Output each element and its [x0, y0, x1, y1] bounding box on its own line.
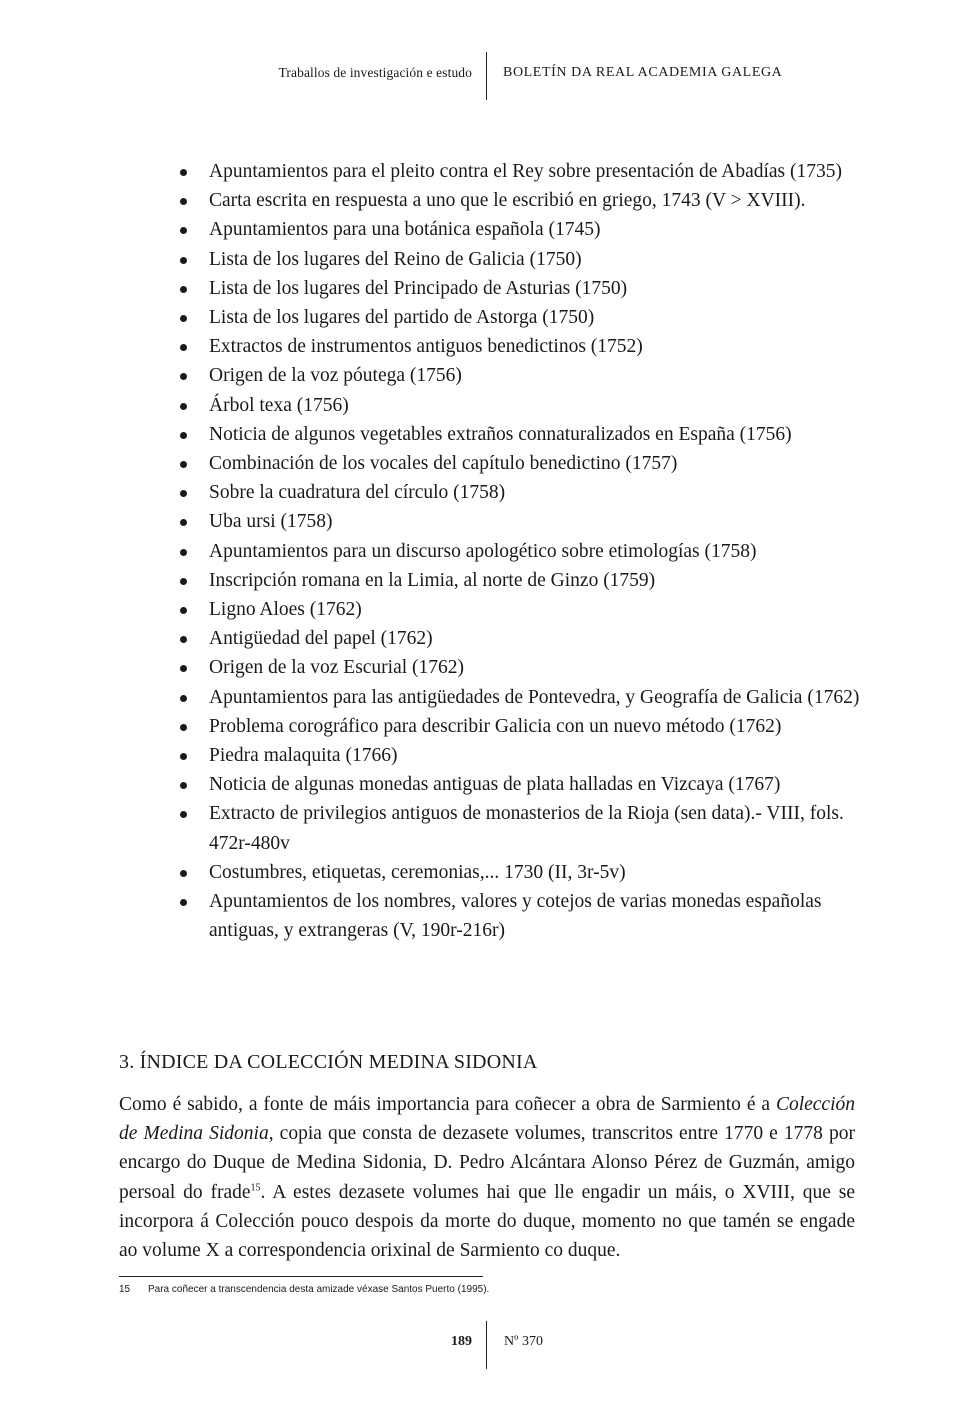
- page-number: 189: [451, 1334, 472, 1349]
- bullet-icon: [180, 811, 187, 818]
- list-item-text: Antigüedad del papel (1762): [209, 628, 433, 650]
- header-journal-title: BOLETÍN DA REAL ACADEMIA GALEGA: [503, 65, 783, 80]
- list-item-text: Ligno Aloes (1762): [209, 599, 362, 621]
- body-paragraph: [119, 1090, 855, 1265]
- list-item-text: Lista de los lugares del Reino de Galicia (1750): [209, 248, 582, 270]
- list-item-text: Sobre la cuadratura del círculo (1758): [209, 482, 506, 504]
- list-item: [178, 361, 868, 390]
- list-item: [178, 653, 868, 682]
- bullet-icon: [180, 782, 187, 789]
- list-item: [178, 595, 868, 624]
- list-item-text: Extractos de instrumentos antiguos benedictinos (1752): [209, 336, 643, 358]
- list-item: [178, 215, 868, 244]
- list-item-text: Origen de la voz Escurial (1762): [209, 657, 465, 679]
- list-item: [178, 741, 868, 770]
- bullet-icon: [180, 169, 187, 176]
- list-item: [178, 537, 868, 566]
- list-item-text: Costumbres, etiquetas, ceremonias,... 1730 (II, 3r-5v): [209, 861, 626, 883]
- list-item-text: Inscripción romana en la Limia, al norte de Ginzo (1759): [209, 569, 656, 591]
- list-item-text: Lista de los lugares del partido de Astorga (1750): [209, 307, 595, 329]
- list-item-text: Árbol texa (1756): [209, 394, 349, 416]
- footnote-text: Para coñecer a transcendencia desta amizade véxase Santos Puerto (1995).: [148, 1284, 490, 1295]
- bullet-icon: [180, 636, 187, 643]
- bullet-icon: [180, 461, 187, 468]
- list-item-text: Combinación de los vocales del capítulo benedictino (1757): [209, 453, 678, 475]
- list-item: [178, 391, 868, 420]
- list-item: [178, 332, 868, 361]
- list-item: [178, 420, 868, 449]
- bullet-icon: [180, 578, 187, 585]
- list-item: [178, 245, 868, 274]
- list-item-text: Apuntamientos para las antigüedades de Pontevedra, y Geografía de Galicia (1762): [209, 686, 860, 708]
- bullet-icon: [180, 870, 187, 877]
- list-item-text: Extracto de privilegios antiguos de monasterios de la Rioja (sen data).- VIII, fols. 472r-480v: [209, 803, 844, 854]
- list-item: [178, 770, 868, 799]
- list-item-text: Lista de los lugares del Principado de Asturias (1750): [209, 277, 628, 299]
- bullet-icon: [180, 695, 187, 702]
- bullet-icon: [180, 344, 187, 351]
- bullet-icon: [180, 607, 187, 614]
- list-item: [178, 274, 868, 303]
- list-item-text: Carta escrita en respuesta a uno que le escribió en griego, 1743 (V > XVIII).: [209, 190, 806, 212]
- list-item: [178, 478, 868, 507]
- list-item: [178, 858, 868, 887]
- bullet-icon: [180, 753, 187, 760]
- paragraph-italic-title: Colección de Medina Sidonia: [119, 1094, 855, 1145]
- footer-divider: [486, 1321, 487, 1369]
- bullet-icon: [180, 403, 187, 410]
- footnote-number: 15: [119, 1284, 131, 1295]
- bullet-icon: [180, 315, 187, 322]
- paragraph-text-1: Como é sabido, a fonte de máis importancia para coñecer a obra de Sarmiento é a: [119, 1094, 776, 1115]
- list-item: [178, 624, 868, 653]
- header-section-title: Traballos de investigación e estudo: [278, 65, 472, 80]
- bullet-icon: [180, 257, 187, 264]
- list-item-text: Apuntamientos para una botánica española (1745): [209, 219, 601, 241]
- page-footer: [0, 1321, 975, 1369]
- paragraph-text-2: , copia que consta de dezasete volumes, transcritos entre 1770 e 1778 por encargo do Duque de Medina Sidonia, D. Pedro Alcántara Alonso Pérez de Guzmán, amigo persoal do frade: [119, 1123, 855, 1203]
- list-item: [178, 507, 868, 536]
- list-item: [178, 887, 868, 945]
- section-heading: 3. ÍNDICE DA COLECCIÓN MEDINA SIDONIA: [119, 1051, 538, 1073]
- list-item-text: Origen de la voz póutega (1756): [209, 365, 462, 387]
- bullet-icon: [180, 227, 187, 234]
- bullet-icon: [180, 490, 187, 497]
- paragraph-text-3: . A estes dezasete volumes hai que lle engadir un máis, o XVIII, que se incorpora á Colección pouco despois da morte do duque, momento no que tamén se engade ao volume X a correspondencia orixinal de Sarmiento co duque.: [119, 1181, 855, 1262]
- footnote-reference[interactable]: 15: [250, 1182, 261, 1194]
- list-item-text: Noticia de algunas monedas antiguas de plata halladas en Vizcaya (1767): [209, 774, 781, 796]
- list-item-text: Problema corográfico para describir Galicia con un nuevo método (1762): [209, 715, 782, 737]
- list-item: [178, 799, 868, 857]
- footnote: [119, 1284, 489, 1295]
- bullet-icon: [180, 724, 187, 731]
- bullet-icon: [180, 432, 187, 439]
- list-item-text: Apuntamientos de los nombres, valores y cotejos de varias monedas españolas antiguas, y extrangeras (V, 190r-216r): [209, 891, 822, 942]
- bullet-icon: [180, 198, 187, 205]
- footnote-rule: [119, 1276, 483, 1277]
- list-item-text: Uba ursi (1758): [209, 511, 333, 533]
- bullet-icon: [180, 373, 187, 380]
- bullet-icon: [180, 549, 187, 556]
- list-item: [178, 566, 868, 595]
- list-item: [178, 303, 868, 332]
- issue-number: Nº 370: [504, 1334, 543, 1349]
- list-item: [178, 449, 868, 478]
- list-item: [178, 683, 868, 712]
- list-item-text: Apuntamientos para el pleito contra el Rey sobre presentación de Abadías (1735): [209, 161, 843, 182]
- list-item-text: Noticia de algunos vegetables extraños connaturalizados en España (1756): [209, 423, 792, 445]
- list-item-text: Piedra malaquita (1766): [209, 745, 398, 767]
- list-item: [178, 157, 868, 186]
- bullet-icon: [180, 665, 187, 672]
- list-item: [178, 712, 868, 741]
- bullet-icon: [180, 899, 187, 906]
- bullet-icon: [180, 519, 187, 526]
- list-item: [178, 186, 868, 215]
- header-divider: [486, 52, 487, 100]
- list-item-text: Apuntamientos para un discurso apologético sobre etimologías (1758): [209, 540, 757, 562]
- works-list: [178, 157, 868, 945]
- bullet-icon: [180, 286, 187, 293]
- running-header: [0, 52, 975, 100]
